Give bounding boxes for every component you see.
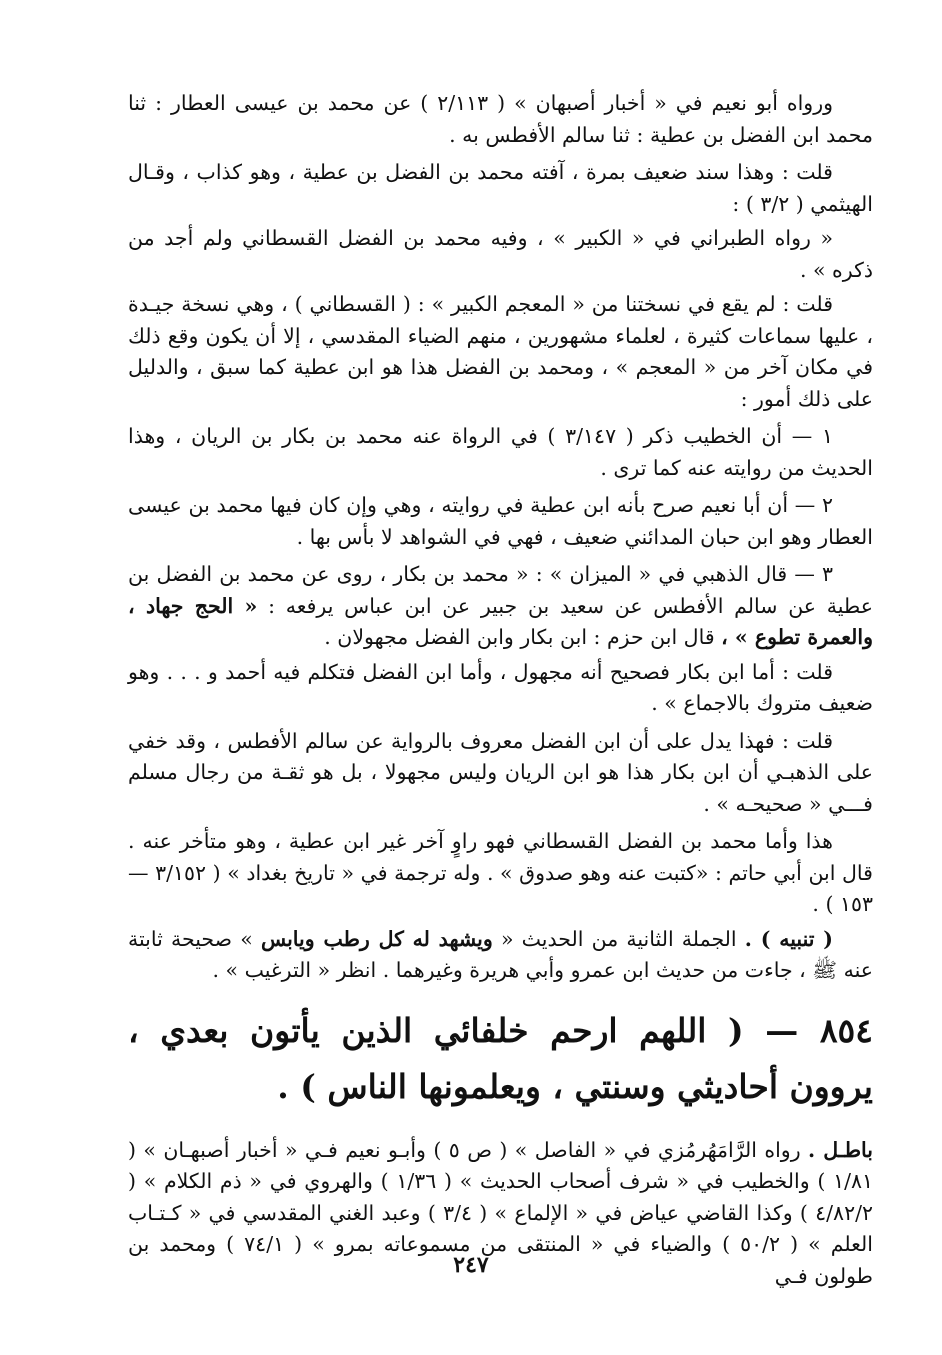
paragraph: قلت : أما ابن بكار فصحيح أنه مجهول ، وأما ابن الفضل فتكلم فيه أحمد و . . . وهو ضعيف متروك بالاجماع » . [128, 659, 873, 715]
numbered-point-1: ١ — أن الخطيب ذكر ( ٣/١٤٧ ) في الرواة عنه محمد بن بكار بن الريان ، وهذا الحديث من روايته عنه كما ترى . [128, 424, 873, 480]
tanbih-text-1: الجملة الثانية من الحديث « [500, 926, 737, 951]
paragraph: قلت : وهذا سند ضعيف بمرة ، آفته محمد بن الفضل بن عطية ، وهو كذاب ، وقـال الهيثمي ( ٣/٢ ) : [128, 160, 873, 216]
paragraph: قلت : فهذا يدل على أن ابن الفضل معروف بالرواية عن سالم الأفطس ، وقد خفي على الذهبـي أن ابن بكار هذا هو ابن الريان وليس مجهولا ، بل هو ثقـة من رجال مسلم فـــي « صحيحـه » . [128, 728, 874, 816]
tanbih-label: ( تنبيه ) . [744, 926, 833, 951]
tanbih-note [128, 924, 873, 987]
page-number: ٢٤٧ [453, 1252, 489, 1278]
point-3-tail: قال ابن حزم : ابن بكار وابن الفضل مجهولان . [324, 625, 715, 649]
verdict-label: باطـل . [808, 1137, 874, 1162]
paragraph: هذا وأما محمد بن الفضل القسطاني فهو راوٍ آخر غير ابن عطية ، وهو متأخر عنه . قال ابن أبي حاتم : «كتبت عنه وهو صدوق » . وله ترجمة في « تاريخ بغداد » ( ٣/١٥٢ — ١٥٣ ) . [128, 829, 873, 916]
point-3-text: ٣ — قال الذهبي في « الميزان » : « محمد بن بكار ، روى عن محمد بن الفضل بن عطية عن سالم الأفطس عن سعيد بن جبير عن ابن عباس يرفعه : [128, 562, 873, 618]
hadith-quote-bold: « الحج جهاد ، والعمرة تطوع » ، [128, 593, 873, 649]
tanbih-bold-quote: ويشهد له كل رطب ويابس [260, 926, 493, 951]
tanbih-text-2: » صحيحة ثابتة عنه ﷺ ، جاءت من حديث ابن عمرو وأبي هريرة وغيرهما . انظر « الترغيب » . [128, 926, 873, 982]
quote-paragraph: « رواه الطبراني في « الكبير » ، وفيه محمد بن الفضل القسطاني ولم أجد من ذكره » . [128, 226, 873, 282]
paragraph: قلت : لم يقع في نسختنا من « المعجم الكبير » : ( القسطاني ) ، وهي نسخة جيـدة ، عليها سماعات كثيرة ، لعلماء مشهورين ، منهم الضياء المقدسي ، إلا أن يكون وقع ذلك في مكان آخر من « المعجم » ، ومحمد بن الفضل هذا هو ابن عطية كما سبق ، والدليل على ذلك أمور : [128, 292, 873, 411]
verdict-text: رواه الرَّامَهُرمُزي في « الفاصل » ( ص ٥ ) وأبـو نعيم فـي « أخبار أصبهـان » ( ١/٨١ ) والخطيب في « شرف أصحاب الحديث » ( ١/٣٦ ) والهروي في « ذم الكلام » ( ٤/٨٢/٢ ) وكذا القاضي عياض في « الإلماع » ( ٣/٤ ) وعبد الغني المقدسي في « كـتـاب العلم » ( ٥٠/٢ ) والضياء في « المنتقى من مسموعاته بمرو » ( ٧٤/١ ) ومحمد بن طولون فـي [128, 1137, 874, 1288]
hadith-heading: ٨٥٤ — ( اللهم ارحم خلفائي الذين يأتون بعدي ، يروون أحاديثي وسنتي ، ويعلمونها الناس ) . [128, 1010, 873, 1106]
paragraph: ورواه أبو نعيم في « أخبار أصبهان » ( ٢/١١٣ ) عن محمد بن عيسى العطار : ثنا محمد ابن الفضل بن عطية : ثنا سالم الأفطس به . [128, 91, 873, 147]
page-body [128, 88, 873, 1298]
numbered-point-3 [128, 559, 873, 654]
numbered-point-2: ٢ — أن أبا نعيم صرح بأنه ابن عطية في روايته ، وهي وإن كان فيها محمد بن عيسى العطار وهو ابن حبان المدائني ضعيف ، فهي في الشواهد لا بأس بها . [128, 493, 873, 549]
